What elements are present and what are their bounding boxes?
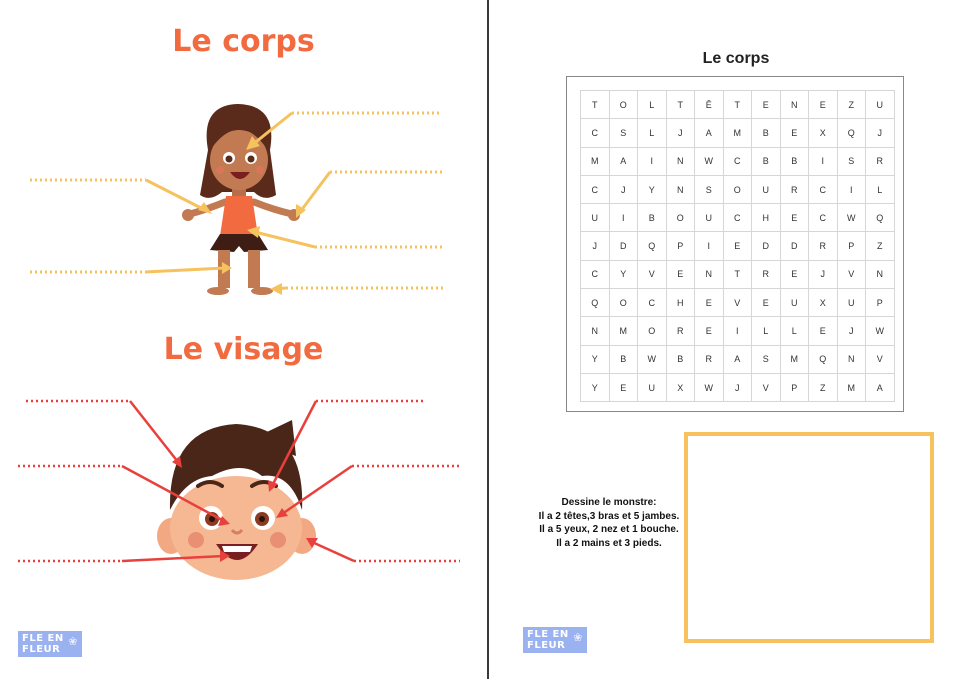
grid-cell[interactable]: B (780, 147, 809, 175)
grid-cell[interactable]: J (837, 317, 866, 345)
grid-cell[interactable]: W (638, 345, 667, 373)
grid-cell[interactable]: O (638, 317, 667, 345)
grid-cell[interactable]: Y (638, 175, 667, 203)
grid-cell[interactable]: S (609, 119, 638, 147)
grid-cell[interactable]: H (666, 289, 695, 317)
logo-line2: FLEUR (527, 640, 566, 651)
grid-row (581, 317, 895, 345)
grid-row (581, 345, 895, 373)
grid-cell[interactable]: N (695, 260, 724, 288)
wordsearch-title: Le corps (702, 50, 770, 67)
grid-cell[interactable]: M (723, 119, 752, 147)
drawing-box[interactable] (684, 432, 934, 643)
instruction-line: Dessine le monstre: (561, 497, 657, 508)
grid-cell[interactable]: I (695, 232, 724, 260)
grid-cell[interactable]: O (666, 204, 695, 232)
grid-cell[interactable]: E (809, 317, 838, 345)
grid-cell[interactable]: O (723, 175, 752, 203)
grid-cell[interactable]: E (780, 204, 809, 232)
instruction-line: Il a 2 têtes,3 bras et 5 jambes. (538, 510, 680, 522)
grid-cell[interactable]: M (581, 147, 610, 175)
grid-cell[interactable]: S (837, 147, 866, 175)
grid-cell[interactable]: Y (581, 345, 610, 373)
grid-cell[interactable]: U (752, 175, 781, 203)
girl-illustration (182, 104, 300, 295)
grid-cell[interactable]: U (581, 204, 610, 232)
grid-cell[interactable]: X (666, 373, 695, 401)
grid-cell[interactable]: C (581, 119, 610, 147)
grid-cell[interactable]: L (752, 317, 781, 345)
grid-cell[interactable]: W (695, 373, 724, 401)
grid-cell[interactable]: U (866, 91, 895, 119)
grid-row (581, 119, 895, 147)
grid-cell[interactable]: E (666, 260, 695, 288)
grid-cell[interactable]: D (752, 232, 781, 260)
grid-cell[interactable]: P (780, 373, 809, 401)
grid-cell[interactable]: N (581, 317, 610, 345)
grid-cell[interactable]: M (837, 373, 866, 401)
grid-cell[interactable]: V (723, 289, 752, 317)
grid-row (581, 260, 895, 288)
grid-cell[interactable]: N (666, 175, 695, 203)
grid-cell[interactable]: V (752, 373, 781, 401)
fle-en-fleur-logo (523, 627, 587, 653)
grid-cell[interactable]: J (666, 119, 695, 147)
grid-cell[interactable]: A (723, 345, 752, 373)
grid-cell[interactable]: S (695, 175, 724, 203)
grid-cell[interactable]: V (837, 260, 866, 288)
grid-cell[interactable]: C (809, 175, 838, 203)
grid-cell[interactable]: J (866, 119, 895, 147)
grid-cell[interactable]: U (638, 373, 667, 401)
grid-cell[interactable]: D (780, 232, 809, 260)
logo-line1: FLE EN (527, 629, 569, 640)
grid-cell[interactable]: W (866, 317, 895, 345)
instruction-line: Il a 5 yeux, 2 nez et 1 bouche. (539, 524, 679, 535)
flower-icon: ❀ (573, 631, 583, 644)
grid-cell[interactable]: P (837, 232, 866, 260)
grid-cell[interactable]: N (866, 260, 895, 288)
grid-cell[interactable]: T (723, 91, 752, 119)
grid-cell[interactable]: R (695, 345, 724, 373)
grid-cell[interactable]: J (723, 373, 752, 401)
grid-cell[interactable]: L (638, 91, 667, 119)
grid-cell[interactable]: N (666, 147, 695, 175)
grid-cell[interactable]: I (809, 147, 838, 175)
instruction-line: Il a 2 mains et 3 pieds. (556, 537, 662, 549)
grid-cell[interactable]: W (837, 204, 866, 232)
grid-row (581, 204, 895, 232)
grid-cell[interactable]: C (638, 289, 667, 317)
grid-cell[interactable]: J (581, 232, 610, 260)
grid-cell[interactable]: L (638, 119, 667, 147)
grid-row (581, 147, 895, 175)
grid-cell[interactable]: I (723, 317, 752, 345)
grid-cell[interactable]: T (723, 260, 752, 288)
grid-cell[interactable]: Z (837, 91, 866, 119)
grid-cell[interactable]: N (837, 345, 866, 373)
fle-en-fleur-logo (18, 631, 82, 657)
grid-row (581, 232, 895, 260)
grid-cell[interactable]: C (809, 204, 838, 232)
grid-cell[interactable]: P (866, 289, 895, 317)
grid-cell[interactable]: T (581, 91, 610, 119)
grid-cell[interactable]: Y (609, 260, 638, 288)
grid-cell[interactable]: D (609, 232, 638, 260)
grid-cell[interactable]: B (752, 119, 781, 147)
grid-cell[interactable]: X (809, 119, 838, 147)
grid-cell[interactable]: I (638, 147, 667, 175)
grid-cell[interactable]: Q (809, 345, 838, 373)
grid-cell[interactable]: E (780, 119, 809, 147)
grid-cell[interactable]: Q (581, 289, 610, 317)
grid-cell[interactable]: R (866, 147, 895, 175)
grid-row (581, 91, 895, 119)
grid-cell[interactable]: J (609, 175, 638, 203)
grid-cell[interactable]: C (723, 147, 752, 175)
grid-cell[interactable]: E (752, 91, 781, 119)
grid-cell[interactable]: M (780, 345, 809, 373)
logo-line2: FLEUR (22, 644, 61, 655)
grid-cell[interactable]: C (581, 260, 610, 288)
grid-cell[interactable]: M (609, 317, 638, 345)
grid-cell[interactable]: R (752, 260, 781, 288)
grid-cell[interactable]: V (638, 260, 667, 288)
grid-cell[interactable]: E (695, 289, 724, 317)
body-diagram (0, 0, 487, 320)
grid-cell[interactable]: I (609, 204, 638, 232)
grid-cell[interactable]: L (780, 317, 809, 345)
grid-cell[interactable]: E (780, 260, 809, 288)
logo-line1: FLE EN (22, 633, 64, 644)
grid-cell[interactable]: U (837, 289, 866, 317)
grid-row (581, 373, 895, 401)
wordsearch-grid (580, 90, 895, 402)
grid-cell[interactable]: Q (638, 232, 667, 260)
grid-cell[interactable]: J (809, 260, 838, 288)
grid-cell[interactable]: U (695, 204, 724, 232)
grid-cell[interactable]: H (752, 204, 781, 232)
grid-cell[interactable]: A (609, 147, 638, 175)
grid-cell[interactable]: N (780, 91, 809, 119)
wordsearch-frame (566, 76, 904, 412)
grid-cell[interactable]: Q (866, 204, 895, 232)
grid-cell[interactable]: O (609, 91, 638, 119)
right-page (489, 0, 966, 679)
flower-icon: ❀ (68, 635, 78, 648)
grid-cell[interactable]: R (809, 232, 838, 260)
grid-cell[interactable]: C (723, 204, 752, 232)
grid-cell[interactable]: B (752, 147, 781, 175)
grid-cell[interactable]: A (695, 119, 724, 147)
grid-row (581, 289, 895, 317)
body-title: Le corps (172, 24, 315, 59)
grid-cell[interactable]: X (809, 289, 838, 317)
grid-cell[interactable]: S (752, 345, 781, 373)
grid-cell[interactable]: V (866, 345, 895, 373)
grid-cell[interactable]: E (809, 91, 838, 119)
grid-cell[interactable]: C (581, 175, 610, 203)
face-title: Le visage (163, 332, 324, 367)
drawing-instructions (509, 496, 709, 550)
grid-cell[interactable]: Y (581, 373, 610, 401)
grid-cell[interactable]: E (723, 232, 752, 260)
grid-cell[interactable]: P (666, 232, 695, 260)
grid-cell[interactable]: Q (837, 119, 866, 147)
grid-cell[interactable]: Z (809, 373, 838, 401)
grid-cell[interactable]: R (780, 175, 809, 203)
grid-cell[interactable]: R (666, 317, 695, 345)
grid-cell[interactable]: O (609, 289, 638, 317)
grid-cell[interactable]: W (695, 147, 724, 175)
grid-cell[interactable]: E (695, 317, 724, 345)
grid-cell[interactable]: B (638, 204, 667, 232)
grid-cell[interactable]: U (780, 289, 809, 317)
boy-face-illustration (157, 420, 316, 580)
grid-cell[interactable]: T (666, 91, 695, 119)
grid-cell[interactable]: B (666, 345, 695, 373)
grid-cell[interactable]: A (866, 373, 895, 401)
grid-row (581, 175, 895, 203)
grid-cell[interactable]: Ê (695, 91, 724, 119)
grid-cell[interactable]: B (609, 345, 638, 373)
grid-cell[interactable]: E (609, 373, 638, 401)
grid-cell[interactable]: Z (866, 232, 895, 260)
grid-cell[interactable]: L (866, 175, 895, 203)
grid-cell[interactable]: I (837, 175, 866, 203)
grid-cell[interactable]: E (752, 289, 781, 317)
